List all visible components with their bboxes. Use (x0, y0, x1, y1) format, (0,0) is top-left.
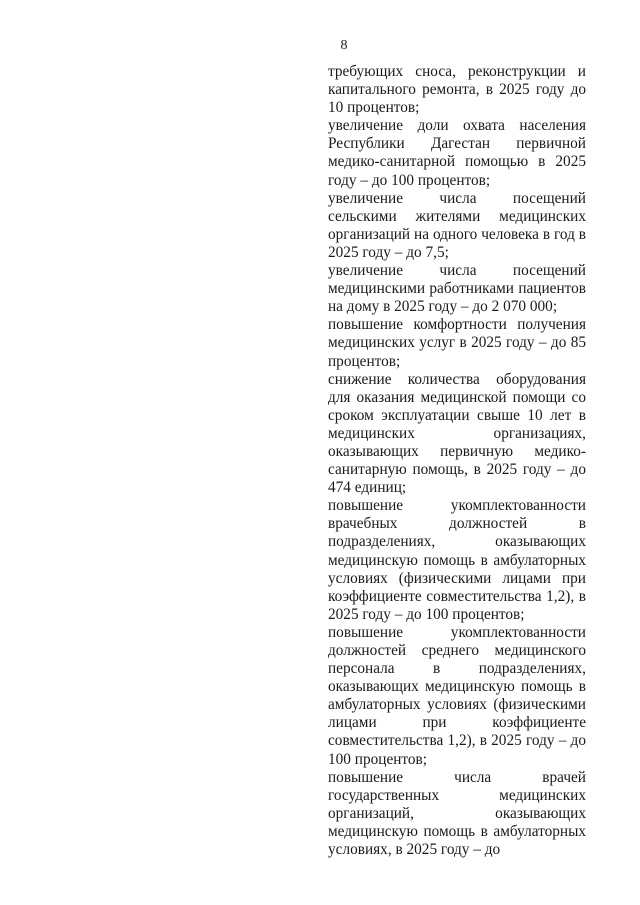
list-item: увеличение доли охвата населения Республики Дагестан первичной медико-санитарной помощью в 2025 году – до 100 процентов; (328, 117, 586, 189)
list-item: требующих сноса, реконструкции и капитального ремонта, в 2025 году до 10 процентов; (328, 63, 586, 117)
page-number: 8 (340, 38, 348, 53)
list-item: повышение укомплектованности должностей среднего медицинского персонала в подразделениях, оказывающих медицинскую помощь в амбулаторных условиях (физическими лицами при коэффициенте совместительства 1,2), в 2025 году – до 100 процентов; (328, 623, 586, 768)
text-column (328, 63, 586, 859)
list-item: снижение количества оборудования для оказания медицинской помощи со сроком эксплуатации свыше 10 лет в медицинских организациях, оказывающих первичную медико-санитарную помощь, в 2025 году – до 474 единиц; (328, 370, 586, 497)
list-item: увеличение числа посещений сельскими жителями медицинских организаций на одного человека в год в 2025 году – до 7,5; (328, 189, 586, 261)
list-item: повышение укомплектованности врачебных должностей в подразделениях, оказывающих медицинскую помощь в амбулаторных условиях (физическими лицами при коэффициенте совместительства 1,2), в 2025 году – до 100 процентов; (328, 497, 586, 623)
list-item: увеличение числа посещений медицинскими работниками пациентов на дому в 2025 году – до 2 070 000; (328, 262, 586, 316)
list-item: повышение числа врачей государственных медицинских организаций, оказывающих медицинскую помощь в амбулаторных условиях, в 2025 году – до (328, 768, 586, 859)
list-item: повышение комфортности получения медицинских услуг в 2025 году – до 85 процентов; (328, 316, 586, 370)
